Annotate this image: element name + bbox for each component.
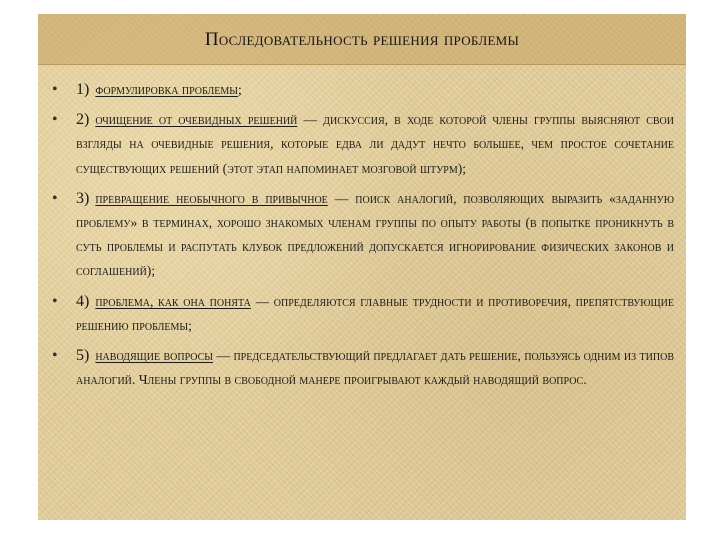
item-text: — поиск аналогий, позволяющих выразить «заданную проблему» в терминах, хорошо знакомых членам группы по опыту работы (в попытке проникнуть в суть проблемы и распутать клубок предложений допускается игнорирование физических законов и соглашений);	[76, 190, 674, 279]
slide	[38, 14, 686, 520]
list-item	[52, 344, 674, 392]
list-item	[52, 187, 674, 284]
list-item	[52, 108, 674, 181]
item-term: проблема, как она понята	[95, 293, 251, 309]
title-band	[38, 14, 686, 65]
item-number: 3)	[76, 189, 90, 207]
bullet-icon: •	[52, 189, 58, 207]
item-number: 2)	[76, 111, 90, 129]
item-text: ;	[237, 82, 242, 97]
item-term: превращение необычного в привычное	[95, 190, 328, 206]
list-item	[52, 78, 674, 102]
item-text: — определяются главные трудности и противоречия, препятствующие решению проблемы;	[76, 293, 674, 333]
bullet-icon: •	[52, 292, 58, 310]
item-text: — председательствующий предлагает дать решение, пользуясь одним из типов аналогий. Члены группы в свободной манере проигрывают каждый наводящий вопрос.	[76, 348, 674, 388]
item-term: очищение от очевидных решений	[95, 112, 298, 128]
bullet-icon: •	[52, 347, 58, 365]
bullet-list	[52, 78, 674, 398]
item-number: 5)	[76, 347, 90, 365]
item-term: формулировка проблемы	[95, 82, 238, 97]
bullet-icon: •	[52, 81, 58, 98]
bullet-icon: •	[52, 111, 58, 129]
item-term: наводящие вопросы	[95, 348, 214, 364]
item-text: — дискуссия, в ходе которой члены группы выясняют свои взгляды на очевидные решения, которые едва ли дадут нечто большее, чем простое сочетание существующих решений (этот этап напоминает мозговой штурм);	[76, 112, 674, 176]
item-number: 4)	[76, 292, 90, 310]
slide-title: Последовательность решения проблемы	[204, 29, 520, 50]
item-number: 1)	[76, 81, 90, 98]
list-item	[52, 290, 674, 338]
